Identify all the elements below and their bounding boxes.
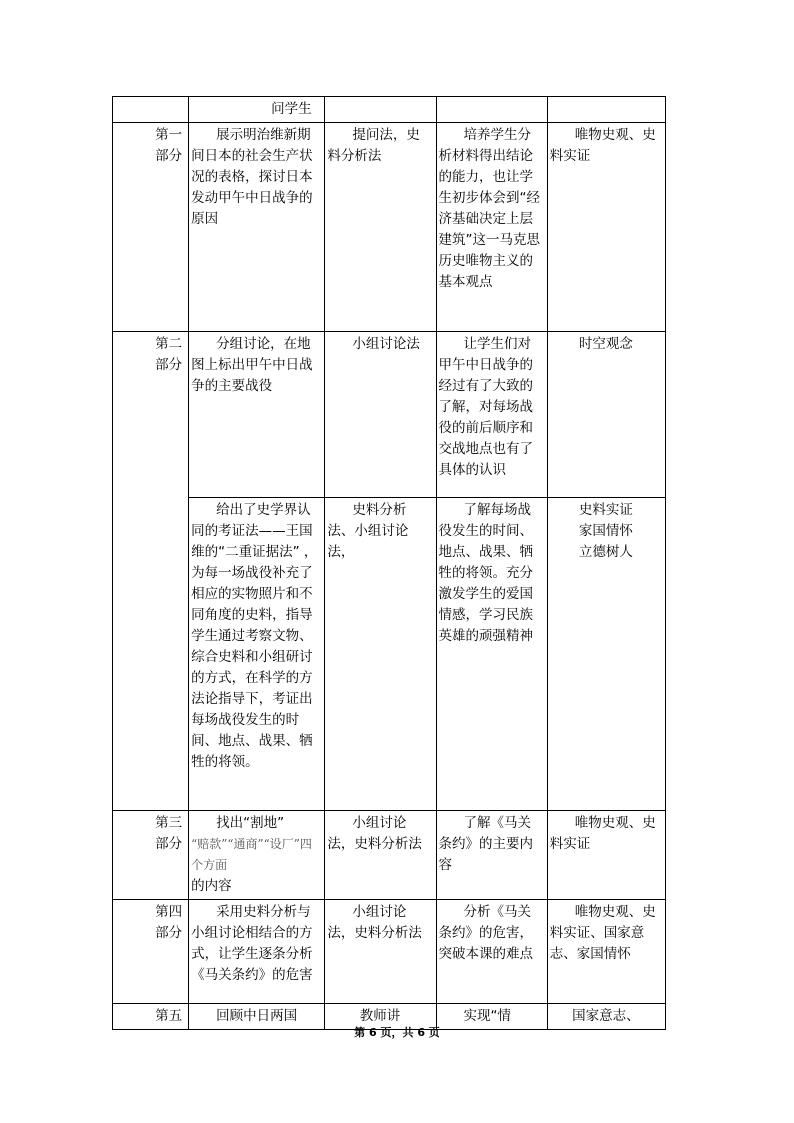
section-label: 第五 bbox=[155, 1008, 183, 1024]
table-row bbox=[113, 97, 666, 123]
section-cell bbox=[113, 811, 189, 900]
activity-cell: 给出了史学界认同的考证法——王国维的“二重证据法” ，为每一场战役补充了相应的实物照片和不同角度的史料，指导学生通过考察文物、综合史料和小组研讨的方式，在科学的方法论指导下，考证出每场战役发生的时间、地点、战果、牺牲的将领。 bbox=[189, 498, 325, 811]
method-cell: 小组讨论法，史料分析法 bbox=[325, 811, 436, 900]
literacy-cell bbox=[547, 97, 665, 123]
page-footer: 第 6 页，共 6 页 bbox=[354, 1026, 440, 1039]
table-row bbox=[113, 811, 666, 900]
activity-cell: 分组讨论，在地图上标出甲午中日战争的主要战役 bbox=[189, 332, 325, 498]
goal-cell: 了解每场战役发生的时间、地点、战果、牺牲的将领。充分激发学生的爱国情感，学习民族英雄的顽强精神 bbox=[436, 498, 547, 811]
section-cell bbox=[113, 97, 189, 123]
table-row bbox=[113, 498, 666, 811]
method-cell: 小组讨论法，史料分析法 bbox=[325, 900, 436, 1004]
table-row bbox=[113, 123, 666, 332]
literacy-item: 家国情怀 bbox=[578, 523, 633, 539]
activity-text: “赔款”“通商”“设厂”四个方面 bbox=[191, 837, 312, 872]
goal-cell: 培养学生分析材料得出结论的能力，也让学生初步体会到“经济基础决定上层建筑”这一马克思历史唯物主义的基本观点 bbox=[436, 123, 547, 332]
activity-cell: 展示明治维新期间日本的社会生产状况的表格，探讨日本发动甲午中日战争的原因 bbox=[189, 123, 325, 332]
goal-cell: 分析《马关条约》的危害，突破本课的难点 bbox=[436, 900, 547, 1004]
goal-cell: 了解《马关条约》的主要内容 bbox=[436, 811, 547, 900]
literacy-cell: 唯物史观、史料实证 bbox=[547, 811, 665, 900]
literacy-cell: 唯物史观、史料实证 bbox=[547, 123, 665, 332]
section-label: 第二部分 bbox=[155, 336, 183, 373]
literacy-item: 立德树人 bbox=[578, 544, 633, 560]
literacy-cell bbox=[547, 498, 665, 811]
section-label: 第四部分 bbox=[155, 904, 183, 941]
activity-cell bbox=[189, 97, 325, 123]
method-cell: 史料分析法、小组讨论法， bbox=[325, 498, 436, 811]
section-cell bbox=[113, 900, 189, 1004]
section-label: 第三部分 bbox=[155, 815, 183, 852]
goal-cell: 实现“情 bbox=[436, 1004, 547, 1030]
section-cell bbox=[113, 123, 189, 332]
literacy-cell: 国家意志、 bbox=[547, 1004, 665, 1030]
table-row bbox=[113, 900, 666, 1004]
section-label: 第一部分 bbox=[155, 127, 183, 164]
method-cell: 小组讨论法 bbox=[325, 332, 436, 498]
literacy-cell: 时空观念 bbox=[547, 332, 665, 498]
lesson-plan-table bbox=[112, 96, 666, 1030]
method-cell: 教师讲 bbox=[325, 1004, 436, 1030]
table-row bbox=[113, 332, 666, 498]
activity-cell: 回顾中日两国 bbox=[189, 1004, 325, 1030]
activity-text: 找出“割地” bbox=[216, 815, 285, 831]
activity-text: 问学生 bbox=[271, 101, 312, 117]
section-cell bbox=[113, 332, 189, 811]
literacy-item: 史料实证 bbox=[578, 502, 633, 518]
activity-cell bbox=[189, 811, 325, 900]
literacy-cell: 唯物史观、史料实证、国家意志、家国情怀 bbox=[547, 900, 665, 1004]
method-cell bbox=[325, 97, 436, 123]
activity-text: 的内容 bbox=[191, 878, 232, 894]
goal-cell: 让学生们对甲午中日战争的经过有了大致的了解，对每场战役的前后顺序和交战地点也有了具体的认识 bbox=[436, 332, 547, 498]
method-cell: 提问法，史料分析法 bbox=[325, 123, 436, 332]
goal-cell bbox=[436, 97, 547, 123]
activity-cell: 采用史料分析与小组讨论相结合的方式，让学生逐条分析《马关条约》的危害 bbox=[189, 900, 325, 1004]
